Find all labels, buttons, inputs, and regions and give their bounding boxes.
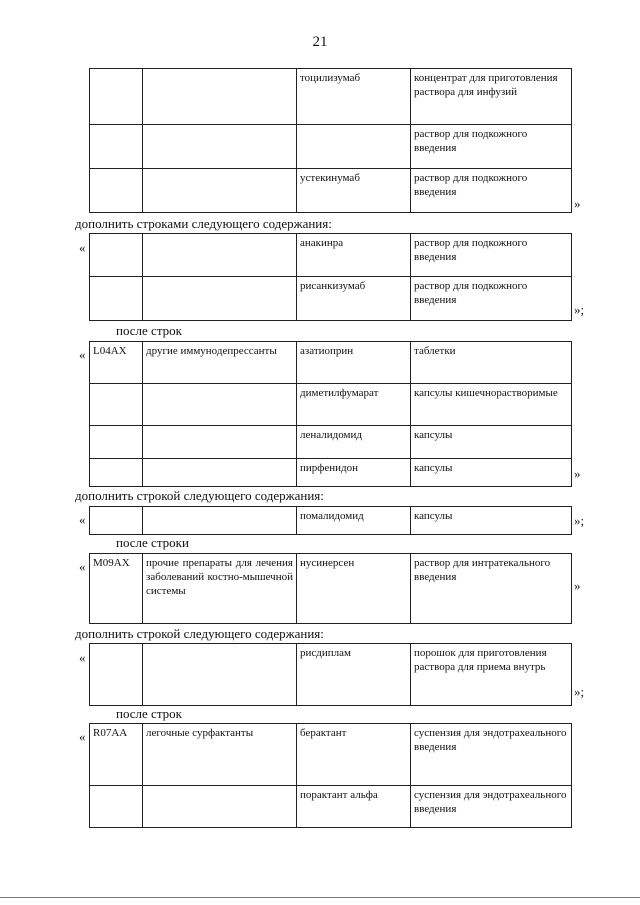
dosage-form-cell: суспензия для эндотрахеального введения [411, 786, 572, 828]
drug-name-cell: диметилфумарат [297, 384, 411, 426]
closing-quote: »; [574, 684, 585, 699]
closing-quote: »; [574, 513, 585, 528]
medicines-table-block-4 [89, 506, 572, 535]
table-row [90, 125, 572, 169]
opening-quote: « [79, 347, 86, 362]
medicines-table-block-1 [89, 68, 572, 213]
atc-code-cell [90, 644, 143, 706]
opening-quote: « [79, 512, 86, 527]
atc-code-cell [90, 125, 143, 169]
drug-name-cell: рисдиплам [297, 644, 411, 706]
closing-quote: » [574, 466, 581, 481]
table-row [90, 724, 572, 786]
atc-code-cell: L04AX [90, 342, 143, 384]
dosage-form-cell: раствор для подкожного введения [411, 169, 572, 213]
atc-code-cell [90, 69, 143, 125]
table-row [90, 644, 572, 706]
drug-name-cell: порактант альфа [297, 786, 411, 828]
closing-quote: » [574, 196, 581, 211]
atc-code-cell [90, 169, 143, 213]
drug-name-cell: пирфенидон [297, 459, 411, 487]
table-row [90, 234, 572, 277]
table-row [90, 277, 572, 321]
drug-name-cell: помалидомид [297, 507, 411, 535]
atc-group-cell: легочные сурфактанты [143, 724, 297, 786]
instruction-text: после строк [116, 706, 182, 721]
atc-code-cell [90, 277, 143, 321]
drug-name-cell: рисанкизумаб [297, 277, 411, 321]
table-row [90, 459, 572, 487]
atc-group-cell: другие иммунодепрессанты [143, 342, 297, 384]
instruction-text: дополнить строками следующего содержания: [75, 216, 332, 231]
drug-name-cell [297, 125, 411, 169]
medicines-table-block-2 [89, 233, 572, 321]
medicines-table-block-6 [89, 643, 572, 706]
drug-name-cell: нусинерсен [297, 554, 411, 624]
atc-group-cell [143, 384, 297, 426]
drug-name-cell: тоцилизумаб [297, 69, 411, 125]
atc-code-cell [90, 234, 143, 277]
atc-group-cell [143, 644, 297, 706]
table-row [90, 384, 572, 426]
opening-quote: « [79, 559, 86, 574]
table-row [90, 786, 572, 828]
dosage-form-cell: раствор для подкожного введения [411, 234, 572, 277]
table-row [90, 69, 572, 125]
dosage-form-cell: капсулы [411, 459, 572, 487]
atc-group-cell [143, 507, 297, 535]
drug-name-cell: берактант [297, 724, 411, 786]
dosage-form-cell: капсулы [411, 426, 572, 459]
atc-group-cell [143, 459, 297, 487]
medicines-table-block-5 [89, 553, 572, 624]
dosage-form-cell: раствор для интратекального введения [411, 554, 572, 624]
atc-group-cell [143, 277, 297, 321]
atc-group-cell: прочие препараты для лечения заболеваний костно-мышечной системы [143, 554, 297, 624]
table-row [90, 342, 572, 384]
opening-quote: « [79, 729, 86, 744]
table-row [90, 554, 572, 624]
dosage-form-cell: капсулы [411, 507, 572, 535]
atc-code-cell [90, 459, 143, 487]
instruction-text: дополнить строкой следующего содержания: [75, 488, 324, 503]
closing-quote: » [574, 578, 581, 593]
opening-quote: « [79, 240, 86, 255]
page-number: 21 [312, 34, 328, 50]
atc-group-cell [143, 125, 297, 169]
drug-name-cell: анакинра [297, 234, 411, 277]
table-row [90, 169, 572, 213]
drug-name-cell: леналидомид [297, 426, 411, 459]
atc-code-cell [90, 384, 143, 426]
atc-code-cell: M09AX [90, 554, 143, 624]
table-row [90, 426, 572, 459]
instruction-text: дополнить строкой следующего содержания: [75, 626, 324, 641]
opening-quote: « [79, 650, 86, 665]
dosage-form-cell: раствор для подкожного введения [411, 125, 572, 169]
instruction-text: после строки [116, 535, 189, 550]
instruction-text: после строк [116, 323, 182, 338]
page-bottom-rule [0, 897, 640, 898]
dosage-form-cell: суспензия для эндотрахеального введения [411, 724, 572, 786]
atc-code-cell: R07AA [90, 724, 143, 786]
atc-group-cell [143, 234, 297, 277]
dosage-form-cell: концентрат для приготовления раствора для инфузий [411, 69, 572, 125]
closing-quote: »; [574, 302, 585, 317]
atc-group-cell [143, 426, 297, 459]
atc-code-cell [90, 426, 143, 459]
dosage-form-cell: таблетки [411, 342, 572, 384]
medicines-table-block-7 [89, 723, 572, 828]
medicines-table-block-3 [89, 341, 572, 487]
dosage-form-cell: раствор для подкожного введения [411, 277, 572, 321]
drug-name-cell: азатиоприн [297, 342, 411, 384]
atc-group-cell [143, 169, 297, 213]
drug-name-cell: устекинумаб [297, 169, 411, 213]
table-row [90, 507, 572, 535]
atc-code-cell [90, 786, 143, 828]
atc-code-cell [90, 507, 143, 535]
atc-group-cell [143, 69, 297, 125]
dosage-form-cell: капсулы кишечнорастворимые [411, 384, 572, 426]
atc-group-cell [143, 786, 297, 828]
dosage-form-cell: порошок для приготовления раствора для приема внутрь [411, 644, 572, 706]
